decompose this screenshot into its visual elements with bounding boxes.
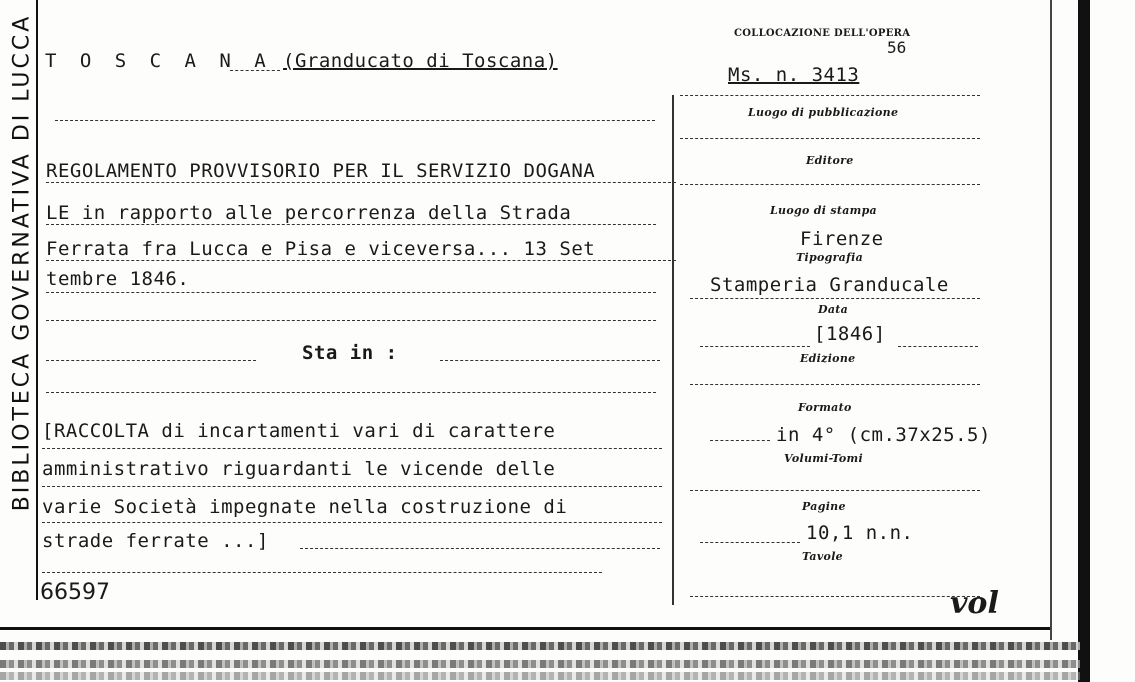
label-luogo-pubblicazione: Luogo di pubblicazione [748, 106, 899, 119]
scan-artifact-strip-3 [0, 672, 1080, 680]
left-margin-rule [36, 0, 38, 600]
value-tipografia: Stamperia Granducale [710, 274, 949, 296]
title-line-3: Ferrata fra Lucca e Pisa e viceversa... 13 Set [46, 238, 596, 260]
region-subtitle: (Granducato di Toscana) [283, 50, 558, 72]
column-divider [672, 95, 674, 605]
value-pagine: 10,1 n.n. [806, 522, 914, 544]
value-formato: in 4° (cm.37x25.5) [776, 424, 991, 446]
title-line-2: LE in rapporto alle percorrenza della Strada [46, 202, 572, 224]
scan-artifact-strip-1 [0, 642, 1080, 650]
inventory-number: 66597 [40, 580, 110, 605]
title-line-4: tembre 1846. [46, 268, 190, 290]
value-luogo-stampa: Firenze [800, 228, 884, 250]
shelfmark: Ms. n. 3413 [728, 64, 860, 86]
label-pagine: Pagine [802, 500, 846, 513]
raccolta-line-2: amministrativo riguardanti le vicende delle [42, 458, 556, 480]
region-name: T O S C A N A [45, 50, 272, 72]
scan-artifact-strip-2 [0, 660, 1080, 668]
bottom-rule [0, 627, 1050, 630]
label-volumi-tomi: Volumi-Tomi [784, 452, 863, 465]
raccolta-line-1: [RACCOLTA di incartamenti vari di carattere [42, 420, 556, 442]
right-inner-rule [1050, 0, 1052, 640]
collocazione-label: COLLOCAZIONE DELL'OPERA [734, 28, 911, 39]
right-border [1078, 0, 1090, 682]
library-vertical-text: BIBLIOTECA GOVERNATIVA DI LUCCA [9, 13, 35, 512]
value-data: [1846] [814, 323, 886, 345]
raccolta-line-3: varie Società impegnate nella costruzione di [42, 496, 568, 518]
label-tipografia: Tipografia [796, 251, 864, 264]
label-editore: Editore [806, 154, 854, 167]
raccolta-line-4: strade ferrate ...] [42, 530, 269, 552]
sta-in-label: Sta in : [302, 342, 398, 364]
label-data: Data [818, 303, 849, 316]
collocazione-number: 56 [887, 38, 907, 57]
label-tavole: Tavole [802, 550, 843, 563]
handwritten-mark: vol [950, 586, 999, 621]
label-edizione: Edizione [800, 352, 856, 365]
label-luogo-stampa: Luogo di stampa [770, 204, 877, 217]
title-line-1: REGOLAMENTO PROVVISORIO PER IL SERVIZIO DOGANA [46, 160, 596, 182]
label-formato: Formato [798, 401, 852, 414]
